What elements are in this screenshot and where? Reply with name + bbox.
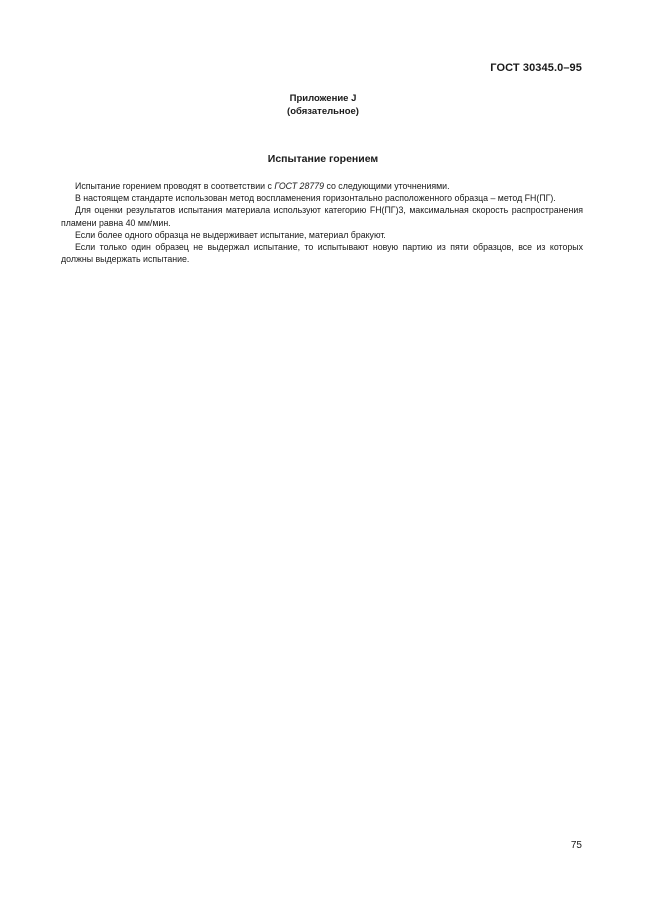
paragraph-5: Если только один образец не выдержал испытание, то испытывают новую партию из пяти образцов, все из которых должны выдержать испытание.: [61, 242, 583, 265]
paragraph-1-start: Испытание горением проводят в соответствии с: [75, 181, 275, 191]
page-number: 75: [570, 840, 582, 851]
appendix-heading: [0, 92, 646, 118]
document-code: ГОСТ 30345.0–95: [490, 62, 582, 74]
paragraph-3: Для оценки результатов испытания материала используют категорию FH(ПГ)3, максимальная скорость распространения пламени равна 40 мм/мин.: [61, 205, 583, 228]
paragraph-2: В настоящем стандарте использован метод воспламенения горизонтально расположенного образца – метод FH(ПГ).: [75, 193, 556, 204]
standard-reference: ГОСТ 28779: [274, 181, 325, 191]
appendix-title: Приложение J: [289, 93, 357, 104]
appendix-status: (обязательное): [287, 106, 359, 117]
section-title: Испытание горением: [267, 153, 379, 165]
paragraph-4: Если более одного образца не выдерживает испытание, материал бракуют.: [75, 229, 386, 240]
paragraph-1: [61, 180, 583, 192]
paragraph-1-end: со следующими уточнениями.: [324, 181, 450, 191]
body-text: [61, 180, 583, 265]
